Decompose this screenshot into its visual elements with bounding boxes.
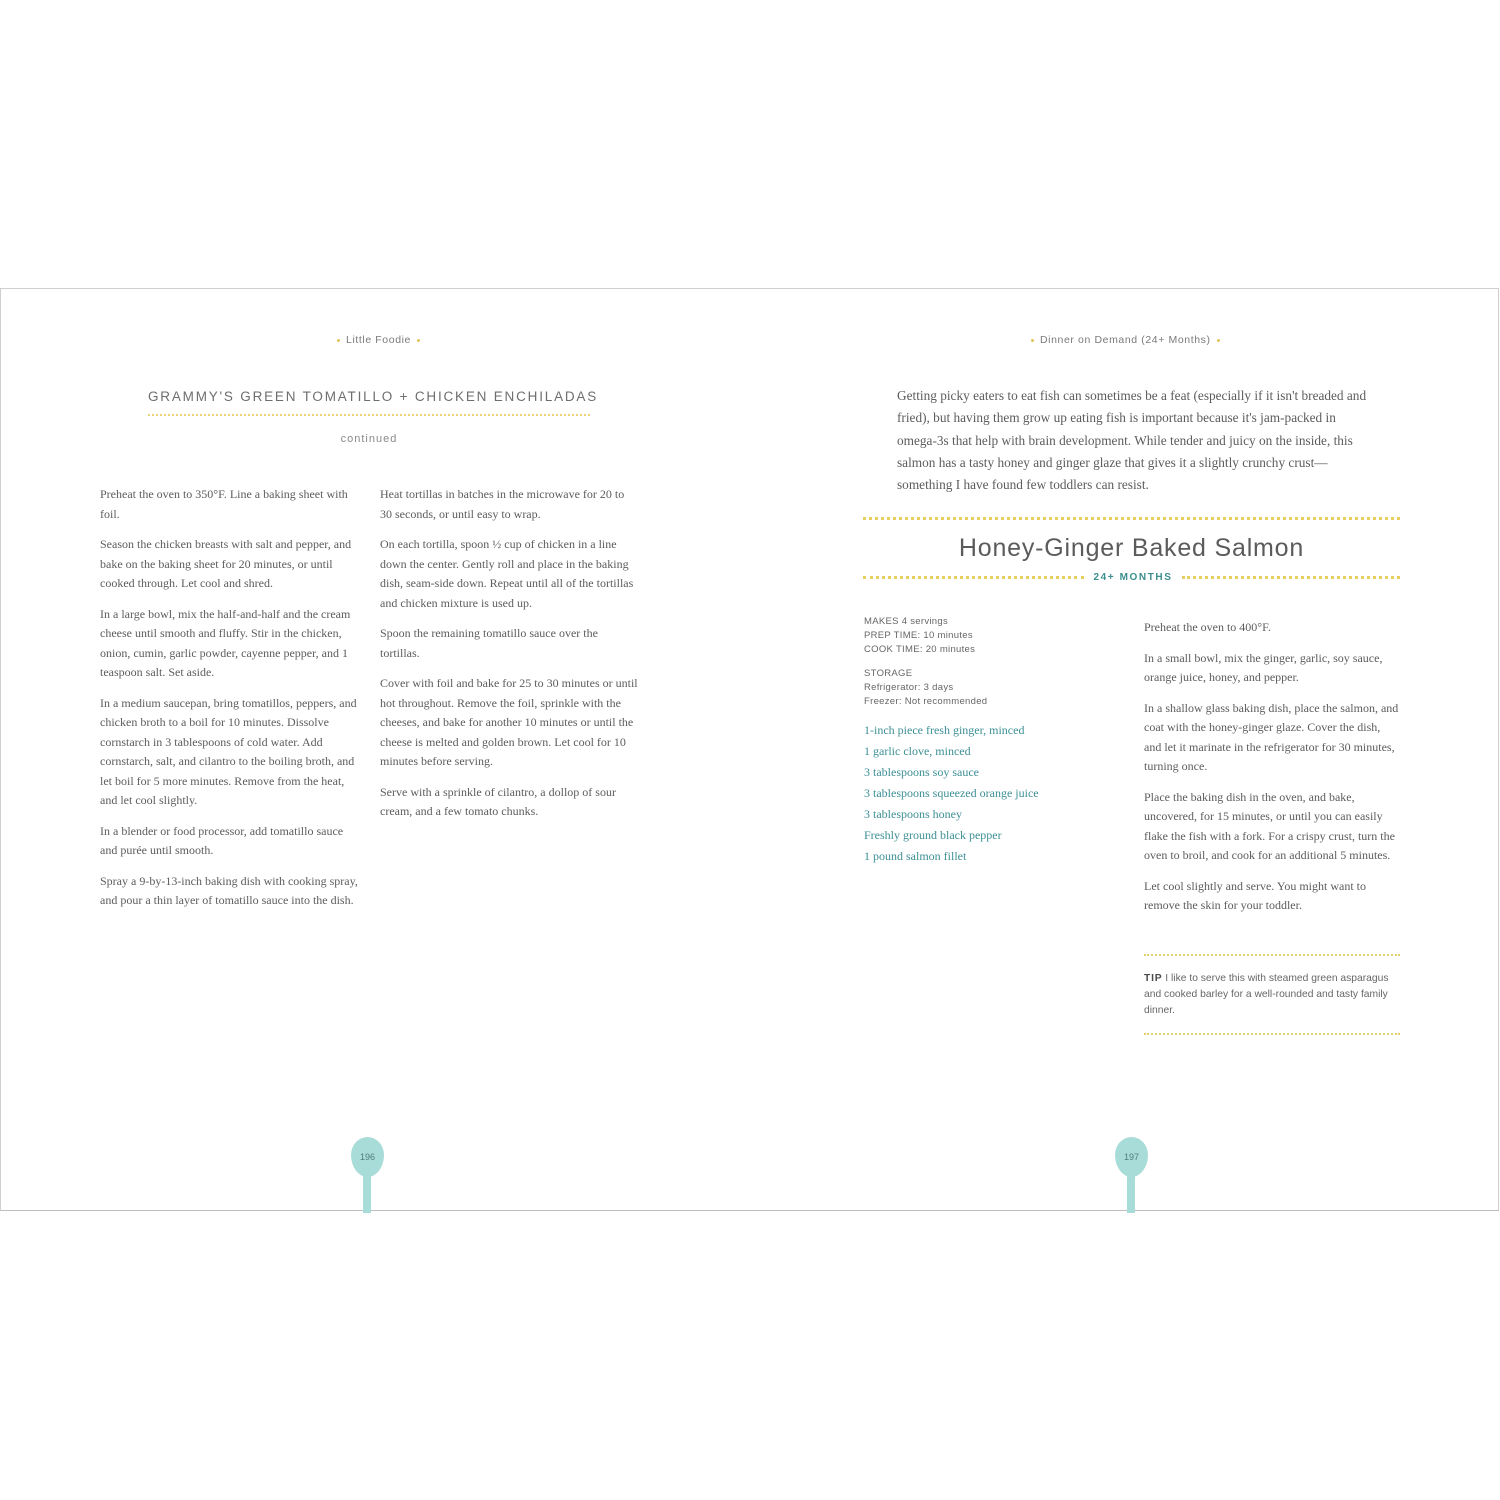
- step-paragraph: Spray a 9-by-13-inch baking dish with cooking spray, and pour a thin layer of tomatillo sauce into the dish.: [100, 873, 358, 907]
- bullet-icon: [1217, 339, 1220, 342]
- bullet-icon: [337, 339, 340, 342]
- step-paragraph: Serve with a sprinkle of cilantro, a dollop of sour cream, and a few tomato chunks.: [380, 784, 616, 818]
- right-steps-column: [1144, 618, 1400, 927]
- ingredient-item: 1 pound salmon fillet: [864, 849, 967, 863]
- step-paragraph: Cover with foil and bake for 25 to 30 minutes or until hot throughout. Remove the foil, sprinkle with the cheeses, and bake for another 10 minutes or until the cheese is melted and golden brown. Let cool for 10 minutes before serving.: [380, 676, 638, 768]
- left-running-head: Little Foodie: [331, 334, 426, 346]
- ingredient-item: 1 garlic clove, minced: [864, 744, 971, 758]
- title-divider: [148, 414, 590, 416]
- step-paragraph: In a shallow glass baking dish, place the salmon, and coat with the honey-ginger glaze. Cover the dish, and let it marinate in the refrigerator for 30 minutes, turning once.: [1144, 700, 1399, 773]
- step-paragraph: On each tortilla, spoon ½ cup of chicken in a line down the center. Gently roll and place in the baking dish, seam-side down. Repeat until all of the tortillas and chicken mixture is used up.: [380, 537, 634, 610]
- step-paragraph: Place the baking dish in the oven, and bake, uncovered, for 15 minutes, or until you can easily flake the fish with a fork. For a crispy crust, turn the oven to broil, and cook for an additional 5 minutes.: [1144, 789, 1395, 862]
- ingredient-item: 3 tablespoons honey: [864, 807, 962, 821]
- bullet-icon: [1031, 339, 1034, 342]
- tip-divider-bottom: [1144, 1033, 1400, 1035]
- tip-text: I like to serve this with steamed green asparagus and cooked barley for a well-rounded and tasty family dinner.: [1144, 973, 1389, 1016]
- title-border-top: [863, 517, 1400, 523]
- makes: MAKES 4 servings: [864, 616, 948, 627]
- page-number: 197: [1115, 1137, 1148, 1177]
- left-column-1: [100, 485, 358, 922]
- prep-time: PREP TIME: 10 minutes: [864, 630, 973, 641]
- refrigerator: Refrigerator: 3 days: [864, 682, 954, 693]
- ingredient-list: [864, 720, 1039, 867]
- tip-box: [1144, 971, 1389, 1019]
- age-label: 24+ MONTHS: [1093, 572, 1173, 583]
- ingredient-item: Freshly ground black pepper: [864, 828, 1002, 842]
- continued-label: continued: [340, 433, 398, 445]
- storage-info: [864, 667, 987, 709]
- cook-time: COOK TIME: 20 minutes: [864, 644, 976, 655]
- bullet-icon: [417, 339, 420, 342]
- page-number: 196: [351, 1137, 384, 1177]
- left-column-2: [380, 485, 638, 833]
- recipe-intro: Getting picky eaters to eat fish can sometimes be a feat (especially if it isn't breaded and fried), but having them grow up eating fish is important because it's jam-packed in omega-3s that help with brain development. While tender and juicy on the inside, this salmon has a tasty honey and ginger glaze that gives it a slightly crunchy crust—something I have found few toddlers can resist.: [897, 388, 1367, 493]
- freezer: Freezer: Not recommended: [864, 696, 988, 707]
- step-paragraph: Season the chicken breasts with salt and pepper, and bake on the baking sheet for 20 minutes, or until cooked through. Let cool and shred.: [100, 537, 352, 590]
- book-spread: [0, 288, 1499, 1211]
- storage-label: STORAGE: [864, 668, 913, 679]
- step-paragraph: In a medium saucepan, bring tomatillos, peppers, and chicken broth to a boil for 10 minutes. Dissolve cornstarch in 3 tablespoons of cold water. Add cornstarch, salt, and cilantro to the boiling broth, and let boil for 5 more minutes. Remove from the heat, and let cool slightly.: [100, 695, 357, 807]
- spoon-handle: [363, 1171, 371, 1213]
- step-paragraph: Let cool slightly and serve. You might want to remove the skin for your toddler.: [1144, 878, 1366, 912]
- left-recipe-title: GRAMMY'S GREEN TOMATILLO + CHICKEN ENCHILADAS: [148, 389, 599, 404]
- ingredient-item: 3 tablespoons squeezed orange juice: [864, 786, 1039, 800]
- age-border-right: [1182, 576, 1400, 582]
- step-paragraph: In a small bowl, mix the ginger, garlic, soy sauce, orange juice, honey, and pepper.: [1144, 650, 1383, 684]
- age-border-left: [863, 576, 1084, 582]
- tip-divider-top: [1144, 954, 1400, 956]
- ingredient-item: 1-inch piece fresh ginger, minced: [864, 723, 1025, 737]
- ingredient-item: 3 tablespoons soy sauce: [864, 765, 979, 779]
- step-paragraph: In a large bowl, mix the half-and-half and the cream cheese until smooth and fluffy. Stir in the chicken, onion, cumin, garlic powder, cayenne pepper, and 1 teaspoon salt. Set aside.: [100, 606, 351, 679]
- tip-label: TIP: [1144, 973, 1163, 984]
- right-running-head: Dinner on Demand (24+ Months): [1025, 334, 1226, 346]
- step-paragraph: Heat tortillas in batches in the microwave for 20 to 30 seconds, or until easy to wrap.: [380, 487, 625, 521]
- recipe-title: Honey-Ginger Baked Salmon: [958, 534, 1305, 562]
- step-paragraph: In a blender or food processor, add tomatillo sauce and purée until smooth.: [100, 823, 344, 857]
- step-paragraph: Preheat the oven to 400°F.: [1144, 620, 1271, 634]
- spoon-handle: [1127, 1171, 1135, 1213]
- recipe-meta: [864, 615, 975, 657]
- step-paragraph: Spoon the remaining tomatillo sauce over the tortillas.: [380, 626, 598, 660]
- step-paragraph: Preheat the oven to 350°F. Line a baking sheet with foil.: [100, 487, 348, 521]
